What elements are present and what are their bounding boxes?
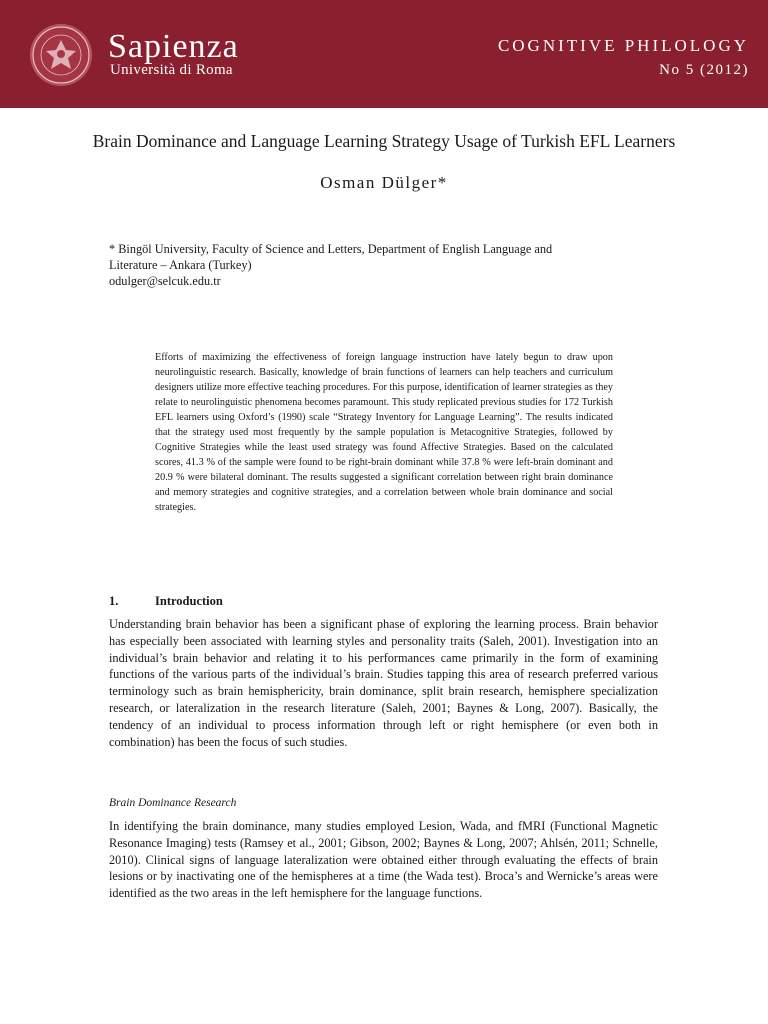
- journal-title: COGNITIVE PHILOLOGY: [497, 36, 749, 55]
- article-title: Brain Dominance and Language Learning Strategy Usage of Turkish EFL Learners: [92, 131, 676, 151]
- article-author: Osman Dülger*: [320, 173, 448, 192]
- section-title: Introduction: [155, 594, 223, 608]
- brain-dominance-paragraph: In identifying the brain dominance, many studies employed Lesion, Wada, and fMRI (Functional Magnetic Resonance Imaging) tests (Ramsey et al., 2001; Gibson, 2002; Baynes & Long, 2007; Ahlsén, 2011; Schnelle, 2010). Clinical signs of language lateralization were obtained either through evaluating the effects of brain lesions or by inactivating one of the hemispheres at a time (the Wada test). Broca’s and Wernicke’s areas were identified as the two areas in the left hemisphere for the language functions.: [109, 819, 658, 901]
- journal-issue: No 5 (2012): [659, 62, 749, 78]
- introduction-paragraph: Understanding brain behavior has been a significant phase of exploring the learning process. Brain behavior has especially been associated with learning styles and personality traits (Saleh, 2001). Investigation into an individual’s brain behavior and relating it to his performances came primarily in the form of examining functions of the various parts of the individual’s brain. Studies tapping this area of research preferred various terminology such as brain hemisphericity, brain dominance, split brain research, hemisphere specialization research, or lateralization in the research literature (Saleh, 2001; Baynes & Long, 2007). Basically, the tendency of an individual to process information through left or right hemisphere (or even both in combination) has been the focus of such studies.: [109, 617, 658, 749]
- subsection-heading: Brain Dominance Research: [109, 797, 237, 809]
- university-seal-icon: [30, 24, 92, 86]
- abstract: Efforts of maximizing the effectiveness of foreign language instruction have lately begun to draw upon neurolinguistic research. Basically, knowledge of brain functions of learners can help teachers and curriculum designers utilize more effective teaching procedures. For this purpose, identification of learner strategies as they relate to neurolinguistic phenomena becomes paramount. This study replicated previous studies for 172 Turkish EFL learners using Oxford’s (1990) scale “Strategy Inventory for Language Learning”. The results indicated that the strategy used most frequently by the sample population is Metacognitive Strategies, followed by Cognitive Strategies while the least used strategy was found Affective Strategies. Based on the calculated scores, 41.3 % of the sample were found to be right-brain dominant while 37.8 % were left-brain dominant and 20.9 % were bilateral dominant. The results suggested a significant correlation between right brain dominance and memory strategies and cognitive strategies, and a correlation between whole brain dominance and social strategies.: [155, 352, 613, 513]
- section-heading: [109, 593, 223, 609]
- university-subtitle: Università di Roma: [110, 62, 233, 78]
- affiliation-line: Literature – Ankara (Turkey): [109, 258, 252, 272]
- affiliation-line: * Bingöl University, Faculty of Science and Letters, Department of English Language and: [109, 242, 553, 256]
- author-email: odulger@selcuk.edu.tr: [109, 274, 221, 288]
- section-number: 1.: [109, 594, 119, 608]
- university-name: Sapienza: [108, 28, 239, 65]
- journal-header: [0, 0, 768, 108]
- author-affiliation: [109, 241, 659, 289]
